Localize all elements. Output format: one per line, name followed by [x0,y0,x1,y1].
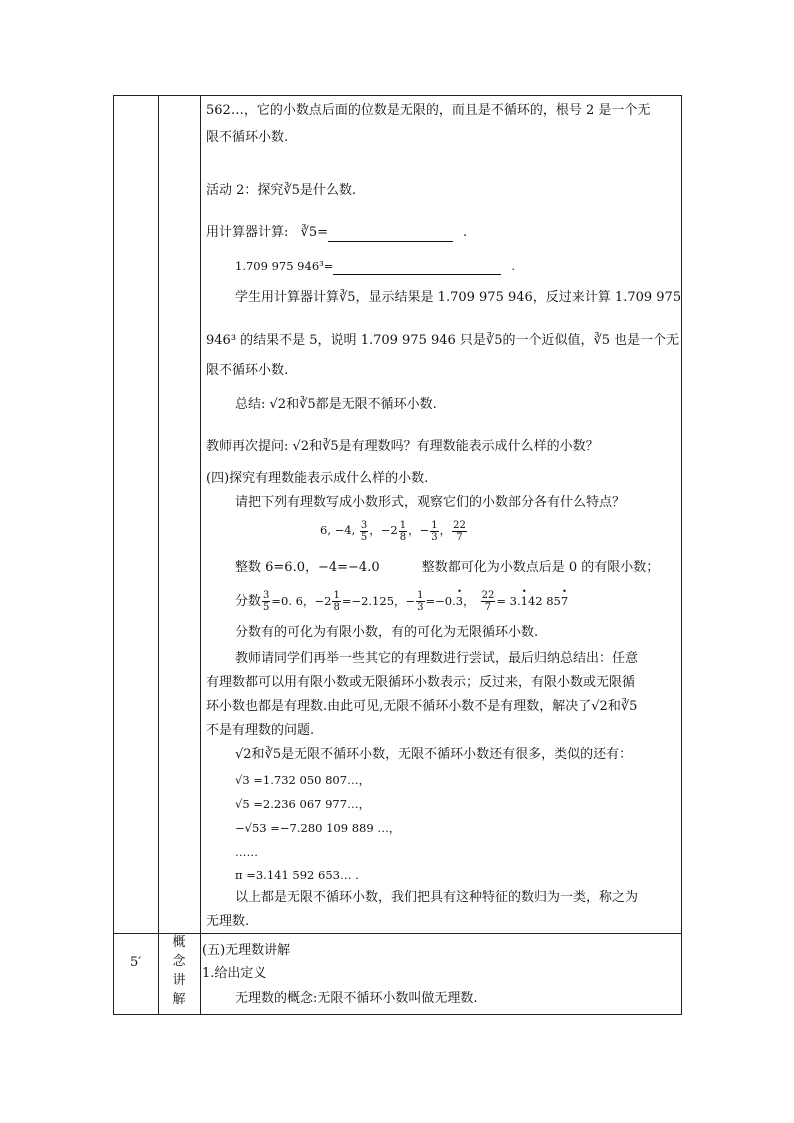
calc-line [206,224,467,242]
paragraph-line: 请把下列有理数写成小数形式，观察它们的小数部分各有什么特点？ [235,495,626,510]
denominator: 8 [399,531,407,543]
denominator: 7 [484,602,492,613]
example-line: √5 =2.236 067 977…， [235,797,371,811]
integer-note: 整数都可化为小数点后是 0 的有限小数； [421,560,660,575]
fraction [416,590,424,613]
stage-char: 念 [172,954,186,969]
numerator: 1 [417,590,424,601]
separator: ， [439,523,452,537]
calc-end: . [463,225,468,240]
teacher-question: 教师再次提问: √2和∛5是有理数吗？有理数能表示成什么样的小数？ [206,439,599,454]
numerator: 1 [333,590,340,601]
definition-text: 无理数的概念:无限不循环小数叫做无理数. [235,991,478,1006]
example-line: −√53 =−7.280 109 889 …， [235,821,401,835]
fraction [481,590,496,613]
paragraph-line: 分数有的可化为有限小数，有的可化为无限循环小数. [235,625,539,640]
cube-end: . [511,259,516,273]
paragraph-line: 562…，它的小数点后面的位数是无限的，而且是不循环的，根号 2 是一个无 [206,103,651,118]
integer-example: 整数 6=6.0，−4=−4.0 [235,560,380,575]
paragraph-line: 以上都是无限不循环小数，我们把具有这种特征的数归为一类，称之为 [235,890,639,905]
separator: ，−2 [369,523,398,537]
answer-blank [333,262,501,275]
paragraph-line: 教师请同学们再举一些其它的有理数进行尝试，最后归纳总结出：任意 [235,651,639,666]
rational-list [320,518,468,543]
decimal-value: = 3. [496,594,521,608]
paragraph-line: 不是有理数的问题. [206,723,315,738]
summary-line: 总结: √2和∛5都是无限不循环小数. [235,397,437,412]
denominator: 5 [360,531,368,543]
paragraph-line: √2和∛5是无限不循环小数，无限不循环小数还有很多，类似的还有： [235,747,633,762]
stage-char: 解 [172,992,186,1007]
stage-char: 讲 [172,973,186,988]
example-line: √3 =1.732 050 807…， [235,773,371,787]
calc-root: ∛5 [300,225,318,240]
row-divider [114,933,681,934]
calc-label: 用计算器计算: [206,225,289,240]
decimal-value: 42 85 [527,594,561,608]
time-cell: 5′ [130,955,142,970]
definition-heading: 1.给出定义 [202,966,267,981]
denominator: 7 [456,531,463,543]
integer-line [235,559,659,577]
fraction [452,520,467,543]
paragraph-line: 946³ 的结果不是 5，说明 1.709 975 946 只是∛5的一个近似值，∛5 也是一个无 [206,333,680,348]
paragraph-line: 环小数也都是有理数.由此可见,无限不循环小数不是有理数，解决了√2和∛5 [206,699,638,714]
fraction-label: 分数 [235,594,262,609]
fraction-line [235,588,568,615]
numerator: 22 [481,590,495,601]
fraction [430,520,438,543]
numerator: 3 [360,519,368,531]
fraction [332,590,340,613]
list-integers: 6, −4, [320,523,356,537]
paragraph-line: 限不循环小数. [206,130,289,145]
example-line: …… [235,845,258,859]
denominator: 5 [263,602,270,613]
repeating-digit: 1 • [521,588,528,614]
example-line: π =3.141 592 653… . [235,868,359,882]
decimal-value: =−2.125，− [341,594,416,608]
cube-line [235,257,515,275]
activity-heading: 活动 2：探究∛5是什么数. [206,183,357,198]
fraction [360,520,368,543]
paragraph-line: 限不循环小数. [206,363,289,378]
repeating-digit: 3 • [456,588,463,614]
separator: ， [463,594,475,608]
fraction [399,520,407,543]
numerator: 1 [431,519,438,531]
col-divider-2 [200,96,201,1014]
section-heading: (五)无理数讲解 [202,943,291,958]
denominator: 8 [333,602,340,613]
denominator: 3 [417,602,424,613]
numerator: 1 [399,519,407,531]
paragraph-line: 学生用计算器计算∛5，显示结果是 1.709 975 946，反过来计算 1.709 975 [235,290,682,305]
paragraph-line: 无理数. [206,914,250,929]
stage-char: 概 [172,935,186,950]
answer-blank [328,229,453,242]
repeating-digit: 7 • [561,588,568,614]
lesson-table [113,95,682,1015]
section-heading: (四)探究有理数能表示成什么样的小数. [206,471,429,486]
decimal-value: =0. 6，−2 [271,594,332,608]
numerator: 22 [453,519,466,531]
fraction [262,590,270,613]
calc-eq: = [317,225,328,240]
numerator: 3 [263,590,270,601]
col-divider-1 [158,96,159,1014]
paragraph-line: 有理数都可以用有限小数或无限循环小数表示；反过来，有限小数或无限循 [206,675,636,690]
denominator: 3 [431,531,438,543]
decimal-value: =−0. [425,594,456,608]
cube-value: 1.709 975 946³= [235,259,334,273]
separator: ，− [408,523,430,537]
